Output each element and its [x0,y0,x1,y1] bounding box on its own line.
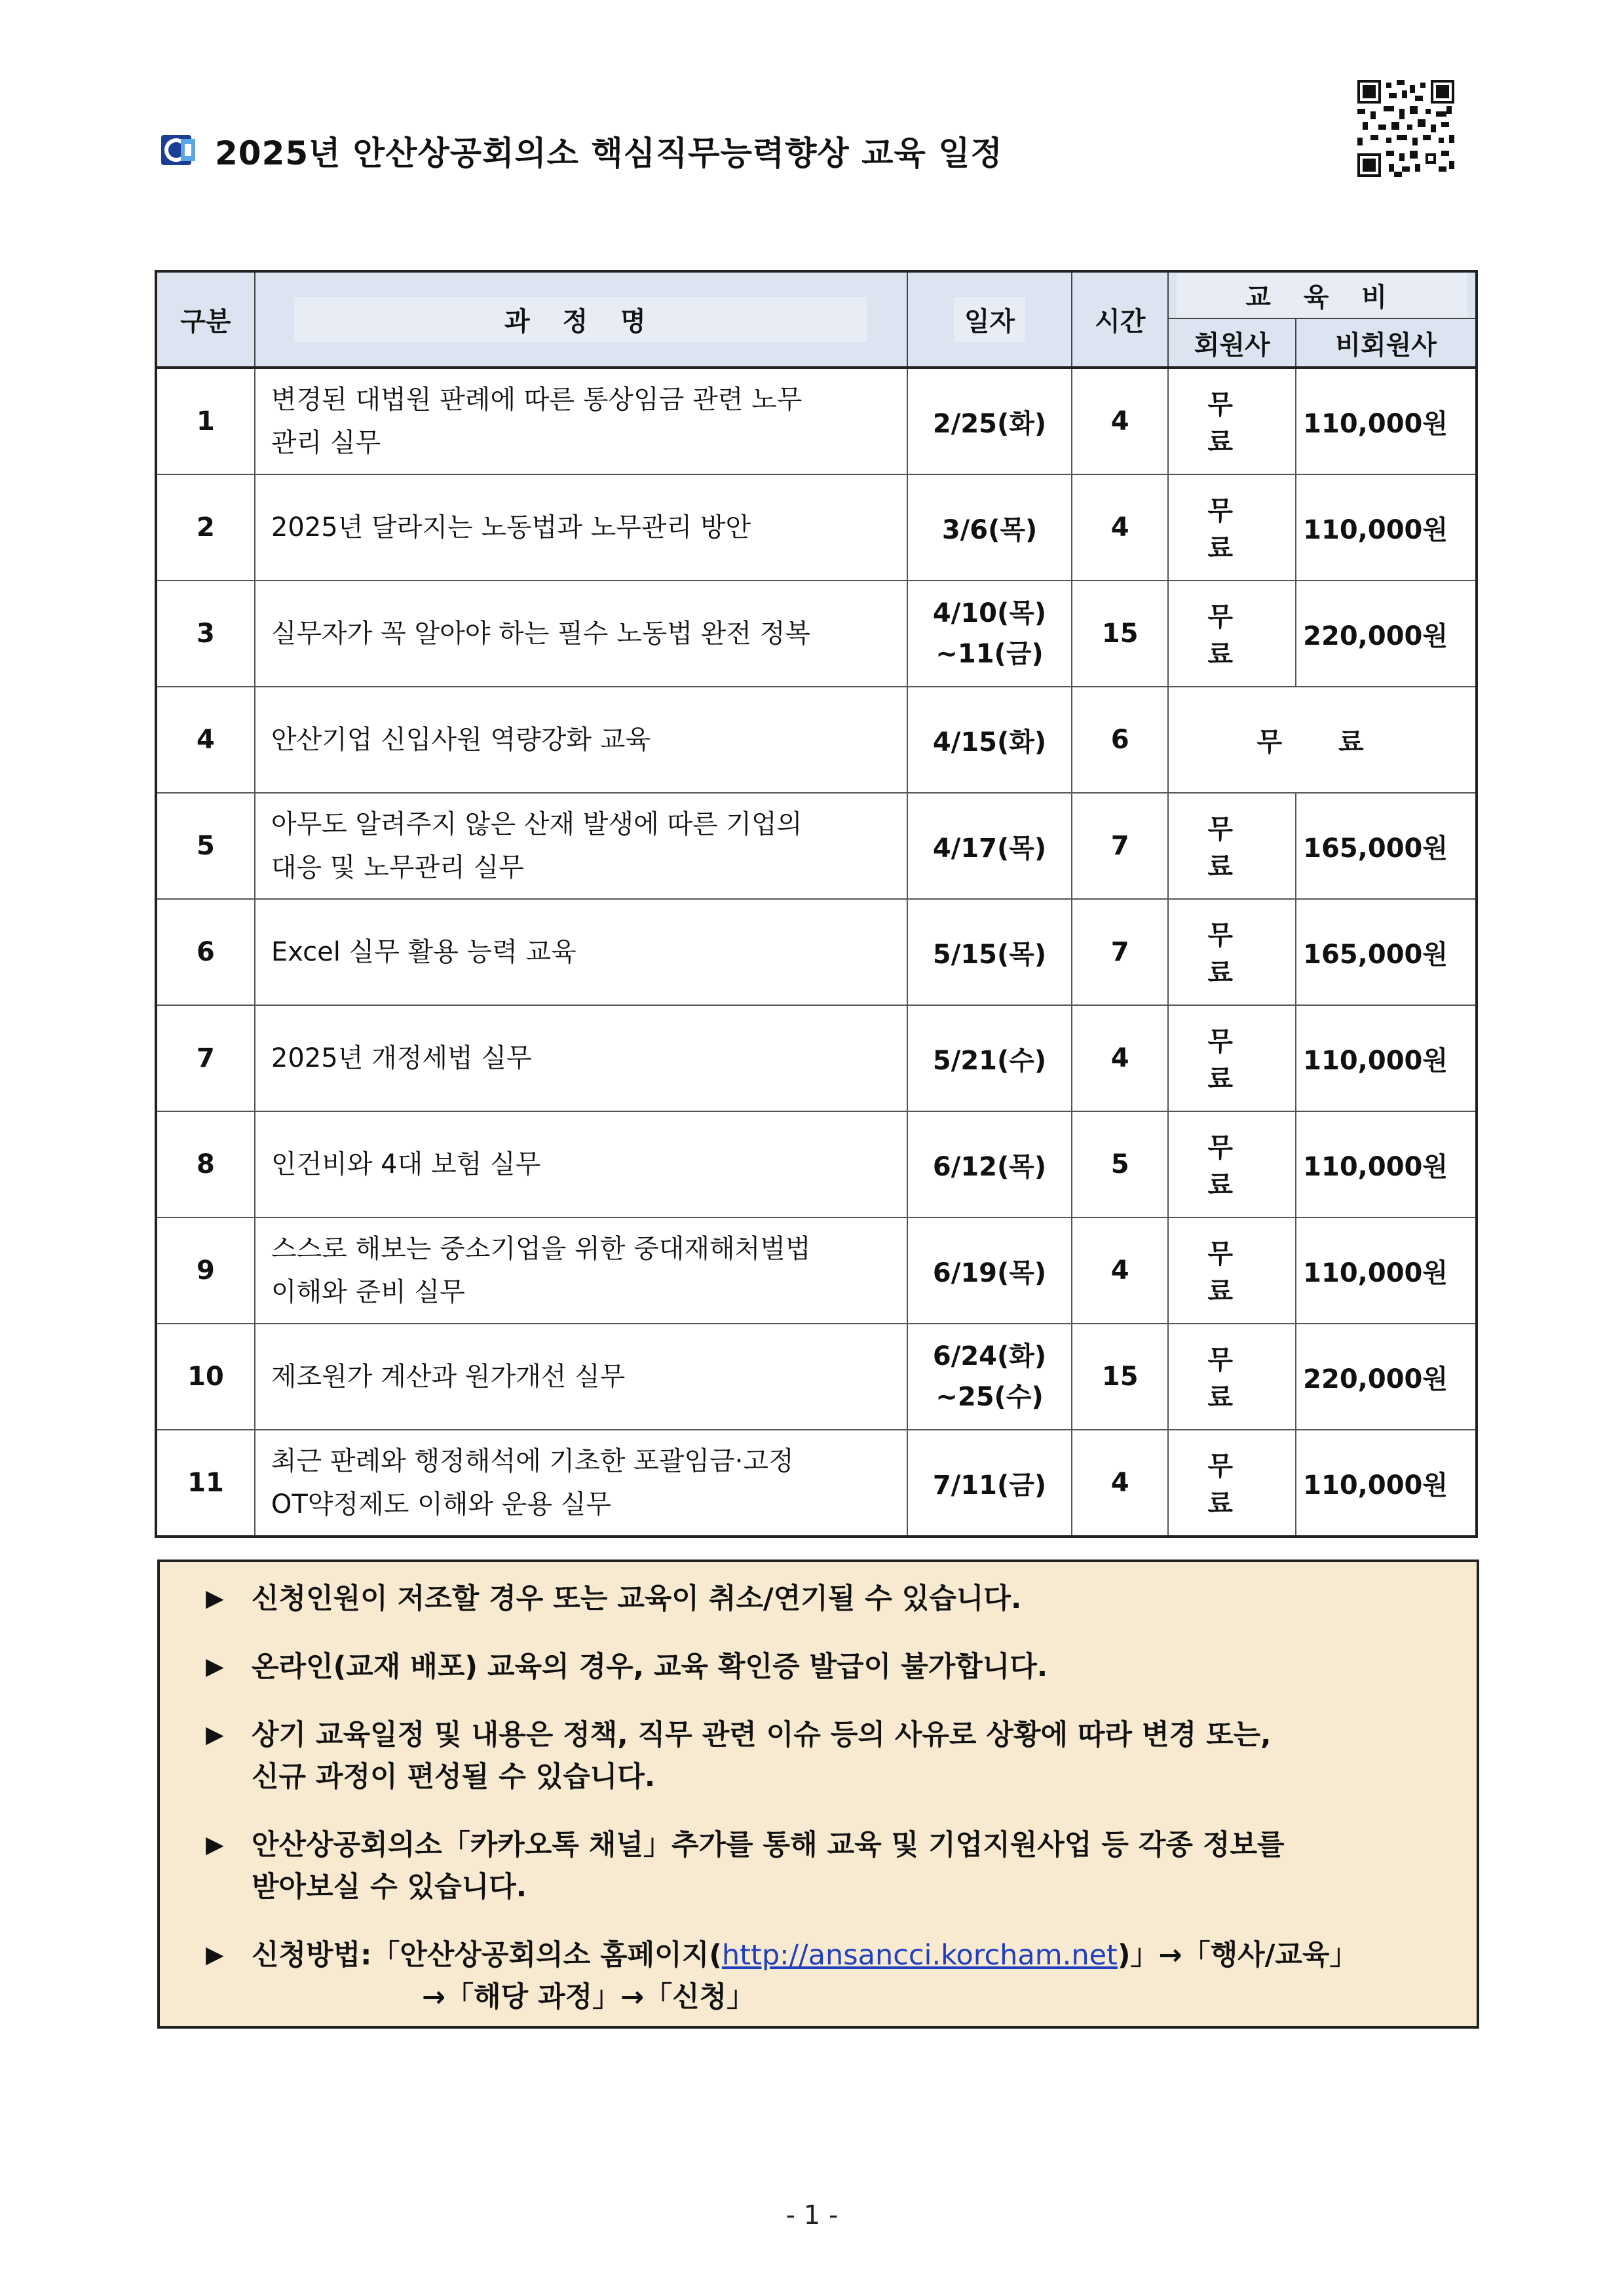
notice-item [206,1824,1437,1908]
row-date: 3/6(목) [907,474,1072,581]
row-member-fee: 무 료 [1168,1430,1296,1537]
row-course: 제조원가 계산과 원가개선 실무 [255,1324,907,1430]
row-course: 최근 판례와 행정해석에 기초한 포괄임금·고정 OT약정제도 이해와 운용 실무 [255,1430,907,1537]
row-hours: 4 [1072,1430,1168,1537]
education-schedule-table [155,270,1478,1538]
notice-text: →「해당 과정」→「신청」 [422,1981,755,2014]
row-date: 7/11(금) [907,1430,1072,1537]
notice-item-apply: ▶ 신청방법:「안산상공회의소 홈페이지(http://ansancci.korcham.net)」→「행사/교육」 →「해당 과정」→「신청」 [206,1934,1437,2018]
row-no: 9 [156,1217,255,1324]
row-member-fee: 무 료 [1168,581,1296,687]
row-no: 2 [156,474,255,581]
triangle-bullet-icon: ▶ [206,1585,224,1612]
notice-item [206,1578,1437,1620]
chamber-logo-icon [159,131,208,170]
row-date: 5/15(목) [907,899,1072,1005]
row-hours: 4 [1072,474,1168,581]
row-no: 7 [156,1005,255,1111]
table-row [156,1217,1477,1324]
row-nonmember-fee: 110,000원 [1296,1217,1477,1324]
row-nonmember-fee: 165,000원 [1296,899,1477,1005]
row-member-fee: 무 료 [1168,474,1296,581]
row-course: 스스로 해보는 중소기업을 위한 중대재해처벌법 이해와 준비 실무 [255,1217,907,1324]
row-member-fee: 무 료 [1168,1005,1296,1111]
table-row [156,1111,1477,1217]
notice-text: 안산상공회의소「카카오톡 채널」추가를 통해 교육 및 기업지원사업 등 각종 정보를 [252,1829,1285,1862]
row-no: 3 [156,581,255,687]
row-no: 10 [156,1324,255,1430]
row-date: 6/19(목) [907,1217,1072,1324]
triangle-bullet-icon: ▶ [206,1721,224,1748]
row-no: 11 [156,1430,255,1537]
row-no: 4 [156,687,255,793]
row-course: 아무도 알려주지 않은 산재 발생에 따른 기업의 대응 및 노무관리 실무 [255,793,907,899]
row-no: 1 [156,368,255,474]
notice-item [206,1714,1437,1798]
row-member-fee: 무 료 [1168,899,1296,1005]
triangle-bullet-icon: ▶ [206,1942,224,1968]
row-hours: 4 [1072,368,1168,474]
row-no: 8 [156,1111,255,1217]
row-nonmember-fee: 110,000원 [1296,474,1477,581]
table-row [156,1005,1477,1111]
document-header [159,124,1003,177]
row-hours: 4 [1072,1005,1168,1111]
header-member: 회원사 [1168,318,1296,368]
row-no: 5 [156,793,255,899]
notice-text: 상기 교육일정 및 내용은 정책, 직무 관련 이슈 등의 사유로 상황에 따라 변경 또는, [252,1719,1272,1751]
notice-text: 신청인원이 저조할 경우 또는 교육이 취소/연기될 수 있습니다. [252,1582,1022,1615]
row-nonmember-fee: 165,000원 [1296,793,1477,899]
row-member-fee: 무 료 [1168,793,1296,899]
row-course: 변경된 대법원 판례에 따른 통상임금 관련 노무 관리 실무 [255,368,907,474]
row-course: 2025년 개정세법 실무 [255,1005,907,1111]
notice-text: 온라인(교재 배포) 교육의 경우, 교육 확인증 발급이 불가합니다. [252,1651,1048,1683]
row-nonmember-fee: 220,000원 [1296,581,1477,687]
row-nonmember-fee: 220,000원 [1296,1324,1477,1430]
row-hours: 5 [1072,1111,1168,1217]
row-nonmember-fee: 110,000원 [1296,1005,1477,1111]
row-course: Excel 실무 활용 능력 교육 [255,899,907,1005]
table-row [156,793,1477,899]
notice-text: 받아보실 수 있습니다. [252,1871,527,1904]
row-fee-merged: 무 료 [1168,687,1477,793]
table-row [156,581,1477,687]
table-row [156,474,1477,581]
homepage-link[interactable]: http://ansancci.korcham.net [721,1939,1118,1972]
triangle-bullet-icon: ▶ [206,1653,224,1680]
table-row [156,1324,1477,1430]
header-fee: 교 육 비 [1168,271,1477,318]
qr-code-icon [1357,80,1454,177]
notice-box [157,1559,1479,2029]
row-member-fee: 무 료 [1168,1217,1296,1324]
row-date: 6/24(화) ~25(수) [907,1324,1072,1430]
row-course: 2025년 달라지는 노동법과 노무관리 방안 [255,474,907,581]
header-no: 구분 [156,271,255,368]
notice-item [206,1646,1437,1688]
row-date: 4/10(목) ~11(금) [907,581,1072,687]
table-row [156,687,1477,793]
row-member-fee: 무 료 [1168,1111,1296,1217]
header-hours: 시간 [1072,271,1168,368]
row-date: 5/21(수) [907,1005,1072,1111]
row-course: 인건비와 4대 보험 실무 [255,1111,907,1217]
row-hours: 4 [1072,1217,1168,1324]
row-date: 4/17(목) [907,793,1072,899]
row-hours: 6 [1072,687,1168,793]
header-nonmember: 비회원사 [1296,318,1477,368]
row-course: 안산기업 신입사원 역량강화 교육 [255,687,907,793]
row-nonmember-fee: 110,000원 [1296,1430,1477,1537]
page-number: - 1 - [785,2200,839,2230]
row-date: 6/12(목) [907,1111,1072,1217]
row-date: 4/15(화) [907,687,1072,793]
row-member-fee: 무 료 [1168,1324,1296,1430]
row-nonmember-fee: 110,000원 [1296,1111,1477,1217]
row-hours: 15 [1072,581,1168,687]
row-nonmember-fee: 110,000원 [1296,368,1477,474]
header-date: 일자 [907,271,1072,368]
row-hours: 7 [1072,899,1168,1005]
row-course: 실무자가 꼭 알아야 하는 필수 노동법 완전 정복 [255,581,907,687]
row-member-fee: 무 료 [1168,368,1296,474]
table-row [156,1430,1477,1537]
row-no: 6 [156,899,255,1005]
row-date: 2/25(화) [907,368,1072,474]
page-title: 2025년 안산상공회의소 핵심직무능력향상 교육 일정 [215,134,1003,172]
notice-text: 신규 과정이 편성될 수 있습니다. [252,1761,656,1793]
row-hours: 7 [1072,793,1168,899]
header-course: 과 정 명 [255,271,907,368]
table-row [156,899,1477,1005]
table-row [156,368,1477,474]
row-hours: 15 [1072,1324,1168,1430]
triangle-bullet-icon: ▶ [206,1831,224,1858]
